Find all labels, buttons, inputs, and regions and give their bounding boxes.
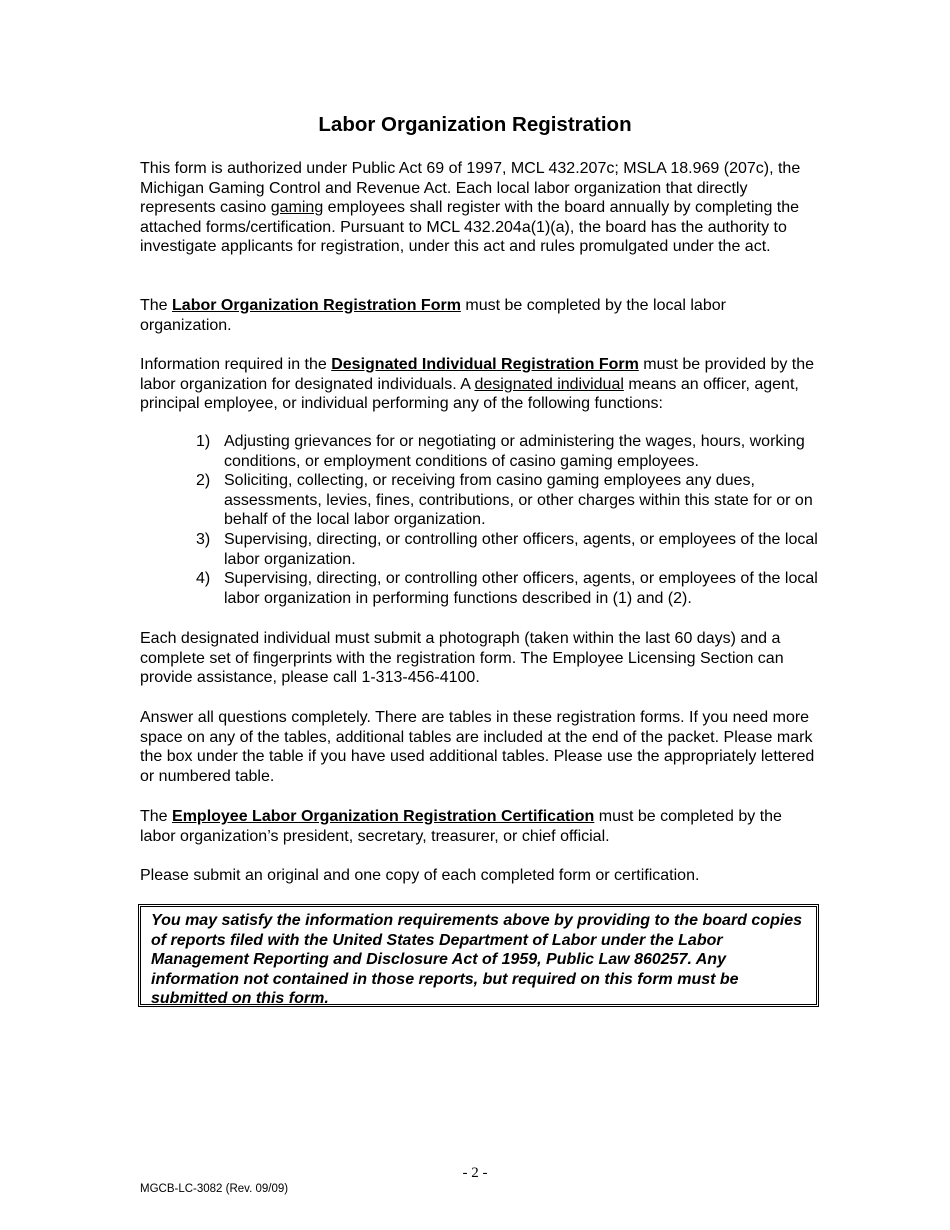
submit-paragraph: Please submit an original and one copy of each completed form or certification.	[140, 867, 700, 884]
intro-paragraph	[140, 159, 820, 257]
labor-form-prefix: The	[140, 297, 173, 314]
list-item	[194, 569, 824, 608]
designated-term: designated individual	[474, 375, 624, 393]
form-number: MGCB-LC-3082 (Rev. 09/09)	[140, 1183, 289, 1195]
certification-prefix: The	[140, 808, 173, 825]
list-item-text: Adjusting grievances for or negotiating or administering the wages, hours, working conditions, or employment conditions of casino gaming employees.	[224, 433, 805, 470]
certification-suffix: must be completed by the labor organization’s president, secretary, treasurer, or chief official.	[140, 808, 782, 845]
labor-form-suffix: must be completed by the local labor organization.	[140, 297, 726, 334]
page-title: Labor Organization Registration	[318, 113, 632, 136]
designated-middle: must be provided by the labor organization for designated individuals. A	[140, 356, 815, 393]
intro-underlined-word: gaming	[270, 199, 324, 217]
list-item-number: 4)	[196, 570, 211, 588]
list-item	[194, 471, 824, 530]
list-item-number: 1)	[196, 433, 211, 450]
designated-prefix: Information required in the	[140, 356, 332, 373]
labor-form-paragraph	[140, 296, 820, 335]
designated-form-name: Designated Individual Registration Form	[331, 356, 639, 373]
certification-paragraph	[140, 807, 820, 846]
list-item	[194, 432, 824, 471]
designated-paragraph	[140, 355, 820, 414]
certification-form-name: Employee Labor Organization Registration Certification	[172, 808, 595, 825]
list-item-text: Supervising, directing, or controlling other officers, agents, or employees of the local labor organization in performing functions described in (1) and (2).	[224, 570, 818, 607]
list-item-text: Soliciting, collecting, or receiving from casino gaming employees any dues, assessments, levies, fines, contributions, or other charges within this state for or on behalf of the local labor organization.	[224, 472, 813, 529]
list-item-text: Supervising, directing, or controlling other officers, agents, or employees of the local labor organization.	[224, 530, 818, 568]
labor-form-name: Labor Organization Registration Form	[172, 297, 461, 314]
list-item-number: 2)	[196, 472, 211, 490]
photo-paragraph: Each designated individual must submit a photograph (taken within the last 60 days) and a complete set of fingerprints with the registration form. The Employee Licensing Section can provide assistance, please call 1-313-456-4100.	[140, 630, 784, 687]
page-number: - 2 -	[462, 1165, 488, 1181]
intro-text-start: This form is authorized under Public Act 69 of 1997, MCL 432.207c; MSLA 18.969 (207c), the Michigan Gaming Control and Revenue Act. Each local labor organization that directly represents casino	[140, 160, 801, 217]
list-item-number: 3)	[196, 530, 211, 548]
functions-list	[194, 432, 824, 608]
notice-box: You may satisfy the information requirements above by providing to the board copies of reports filed with the United States Department of Labor under the Labor Management Reporting and Disclosure Act of 1959, Public Law 860257. Any information not contained in those reports, but required on this form must be submitted on this form.	[138, 904, 819, 1007]
intro-text-end: employees shall register with the board annually by completing the attached forms/certification. Pursuant to MCL 432.204a(1)(a), the board has the authority to investigate applicants for registration, under this act and rules promulgated under the act.	[140, 199, 800, 256]
answer-paragraph: Answer all questions completely. There are tables in these registration forms. If you need more space on any of the tables, additional tables are included at the end of the packet. Please mark the box under the table if you have used additional tables. Please use the appropriately lettered or numbered table.	[140, 709, 815, 785]
designated-suffix: means an officer, agent, principal employee, or individual performing any of the following functions:	[140, 375, 799, 413]
list-item	[194, 530, 824, 569]
